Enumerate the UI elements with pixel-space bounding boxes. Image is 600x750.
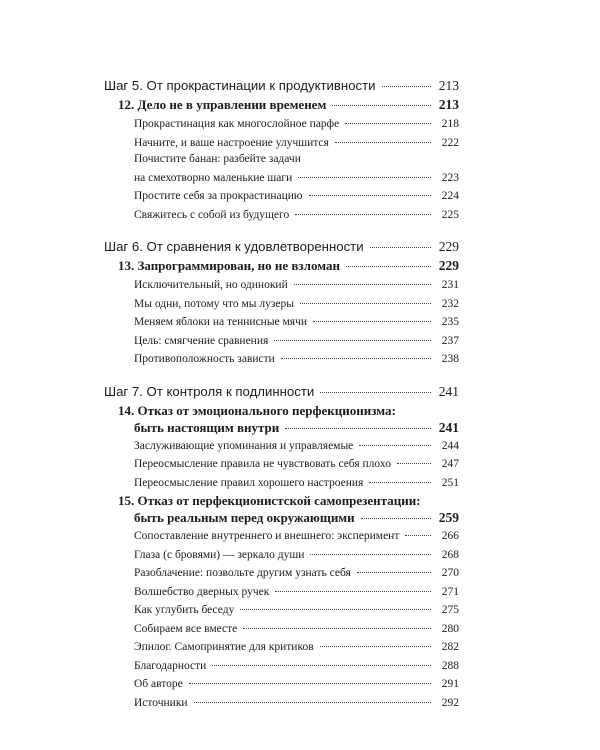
leader-dots [313, 309, 431, 322]
toc-item[interactable] [104, 205, 459, 224]
toc-title: Мы одни, потому что мы лузеры [134, 296, 298, 313]
toc-page: 218 [441, 118, 459, 130]
leader-dots [320, 634, 431, 647]
leader-dots [332, 93, 431, 106]
toc-title: Эпилог. Самопринятие для критиков [134, 639, 318, 656]
toc-page: 229 [438, 258, 459, 273]
leader-dots [243, 616, 431, 629]
toc-title-line1: 15. Отказ от перфекционистской самопрезентации: [118, 493, 421, 508]
toc-page: 292 [441, 696, 459, 709]
toc-page: 225 [441, 208, 459, 221]
leader-dots [382, 74, 431, 87]
toc-title: Сопоставление внутреннего и внешнего: эксперимент [134, 528, 403, 545]
toc-title: Простите себя за прокрастинацию [134, 188, 307, 205]
toc-title-line2: на смехотворно маленькие шаги [134, 170, 296, 187]
toc-page: 282 [441, 641, 459, 653]
toc-title: Заслуживающие упоминания и управляемые [134, 438, 357, 455]
toc-page: 247 [441, 458, 459, 470]
toc-title: Шаг 7. От контроля к подлинности [104, 382, 318, 401]
toc-title: Переосмысление правил хорошего настроения [134, 475, 367, 492]
leader-dots [357, 560, 431, 573]
leader-dots [300, 291, 431, 304]
leader-dots [359, 433, 431, 446]
toc-title-line1: 14. Отказ от эмоционального перфекционизма: [118, 402, 396, 418]
toc-page: 251 [441, 476, 459, 489]
toc-page: 213 [438, 78, 459, 93]
toc-page: 291 [441, 678, 459, 690]
toc-page: 229 [438, 239, 459, 254]
leader-dots [240, 597, 431, 610]
toc-title: Глаза (с бровями) — зеркало души [134, 547, 308, 564]
leader-dots [345, 111, 431, 124]
toc-page: 224 [441, 190, 459, 202]
toc-title: Противоположность зависти [134, 351, 279, 368]
toc-title: Шаг 5. От прокрастинации к продуктивности [104, 76, 380, 95]
leader-dots [294, 272, 431, 285]
toc-page: 231 [441, 279, 459, 291]
toc-page: 222 [441, 136, 459, 149]
toc-page: 259 [438, 510, 459, 525]
leader-dots [295, 202, 431, 215]
leader-dots [194, 690, 431, 703]
leader-dots [335, 130, 431, 143]
toc-page: 213 [438, 97, 459, 112]
toc-item[interactable] [104, 133, 459, 152]
toc-page: 232 [441, 297, 459, 310]
leader-dots [309, 183, 431, 196]
toc-title-line1: Почистите банан: разбейте задачи [134, 153, 301, 165]
leader-dots [212, 653, 431, 666]
toc-title: Прокрастинация как многослойное парфе [134, 116, 343, 133]
leader-dots [361, 506, 431, 519]
toc-title: 13. Запрограммирован, но не взломан [118, 257, 344, 275]
leader-dots [405, 523, 431, 536]
toc-page: 275 [441, 604, 459, 616]
toc-page: 238 [441, 353, 459, 365]
toc-step-7[interactable] [104, 382, 459, 401]
toc-title: Разоблачение: позвольте другим узнать себя [134, 565, 355, 582]
toc-item[interactable] [104, 349, 459, 368]
leader-dots [298, 165, 431, 178]
toc-page: 266 [441, 530, 459, 542]
leader-dots [189, 671, 431, 684]
toc-page: 288 [441, 659, 459, 672]
toc-item-multiline[interactable] [104, 151, 459, 186]
leader-dots [310, 542, 431, 555]
toc-title: Цель: смягчение сравнения [134, 333, 272, 350]
toc-title: Начните, и ваше настроение улучшится [134, 135, 333, 152]
toc-chapter-14[interactable] [104, 402, 459, 436]
toc-item[interactable] [104, 473, 459, 492]
toc-title-line2: быть настоящим внутри [134, 419, 283, 436]
leader-dots [320, 380, 431, 393]
toc-page: 268 [441, 548, 459, 561]
toc-title: Источники [134, 695, 192, 712]
leader-dots [397, 451, 431, 464]
leader-dots [285, 416, 431, 429]
toc-page: 270 [441, 567, 459, 579]
toc-title: Свяжитесь с собой из будущего [134, 207, 293, 224]
leader-dots [281, 346, 431, 359]
toc-page: 241 [438, 419, 459, 435]
toc-title-line2: быть реальным перед окружающими [134, 509, 359, 526]
toc-title: Благодарности [134, 658, 210, 675]
leader-dots [275, 579, 431, 592]
toc-title: Волшебство дверных ручек [134, 584, 273, 601]
toc-chapter-15[interactable] [104, 492, 459, 526]
leader-dots [370, 235, 431, 248]
toc-title: Как углубить беседу [134, 602, 238, 619]
toc-page: 271 [441, 585, 459, 598]
toc-item[interactable] [104, 693, 459, 712]
toc-title: 12. Дело не в управлении временем [118, 96, 330, 114]
toc-title: Переосмысление правила не чувствовать себя плохо [134, 456, 395, 473]
toc-page: 235 [441, 316, 459, 328]
toc-page: 237 [441, 334, 459, 347]
toc-page: 223 [441, 171, 459, 184]
leader-dots [346, 254, 431, 267]
toc-title: Меняем яблоки на теннисные мячи [134, 314, 311, 331]
toc-title: Об авторе [134, 676, 187, 693]
toc-page: 241 [438, 383, 459, 399]
toc-page: 280 [441, 622, 459, 635]
toc-page: 244 [441, 439, 459, 452]
leader-dots [274, 328, 431, 341]
toc-title: Шаг 6. От сравнения к удовлетворенности [104, 237, 368, 256]
toc-title: Исключительный, но одинокий [134, 277, 292, 294]
toc-title: Собираем все вместе [134, 621, 241, 638]
leader-dots [369, 470, 431, 483]
table-of-contents [104, 76, 459, 711]
